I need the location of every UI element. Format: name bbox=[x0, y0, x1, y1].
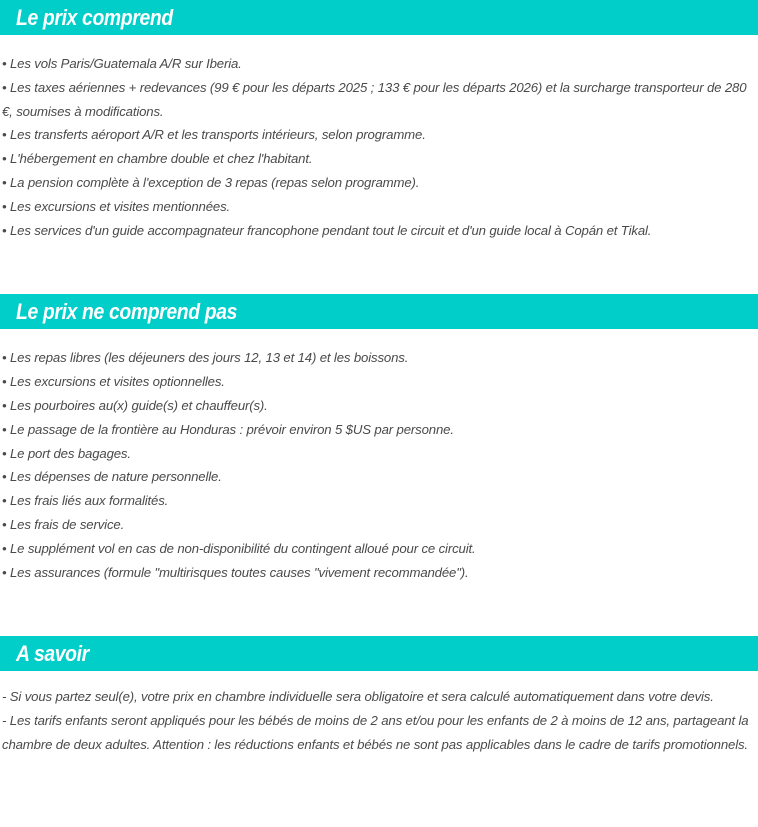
note-paragraph: - Si vous partez seul(e), votre prix en chambre individuelle sera obligatoire et sera calculé automatiquement dans votre devis. bbox=[2, 689, 714, 705]
spacer bbox=[0, 242, 758, 294]
section-title-included: Le prix comprend bbox=[16, 4, 173, 30]
section-le-prix-comprend bbox=[0, 0, 758, 242]
spacer bbox=[0, 584, 758, 636]
section-le-prix-ne-comprend-pas bbox=[0, 294, 758, 584]
list-item: • Les transferts aéroport A/R et les transports intérieurs, selon programme. bbox=[2, 127, 426, 143]
list-item: • Les excursions et visites mentionnées. bbox=[2, 198, 231, 214]
list-item: • Les services d'un guide accompagnateur francophone pendant tout le circuit et d'un guide local à Copán et Tikal. bbox=[2, 222, 652, 238]
list-item: • Les pourboires au(x) guide(s) et chauffeur(s). bbox=[2, 397, 268, 413]
section-header-bar-excluded bbox=[0, 294, 758, 329]
spacer bbox=[0, 35, 758, 52]
spacer bbox=[0, 329, 758, 346]
section-body-good-to-know bbox=[0, 685, 758, 756]
list-item: • Le supplément vol en cas de non-disponibilité du contingent alloué pour ce circuit. bbox=[2, 540, 476, 556]
spacer bbox=[0, 671, 758, 685]
list-item: • Les frais de service. bbox=[2, 516, 125, 532]
list-item: • Les frais liés aux formalités. bbox=[2, 493, 169, 509]
section-body-included bbox=[0, 52, 758, 242]
section-body-excluded bbox=[0, 346, 758, 584]
list-item: • La pension complète à l'exception de 3 repas (repas selon programme). bbox=[2, 174, 420, 190]
list-item: • Les dépenses de nature personnelle. bbox=[2, 469, 222, 485]
list-item: • L'hébergement en chambre double et chez l'habitant. bbox=[2, 151, 313, 167]
list-item: • Les taxes aériennes + redevances (99 € pour les départs 2025 ; 133 € pour les départs 2026) et la surcharge transporteur de 280 €, soumises à modifications. bbox=[2, 79, 747, 119]
list-item: • Les excursions et visites optionnelles. bbox=[2, 374, 225, 390]
section-title-excluded: Le prix ne comprend pas bbox=[16, 298, 238, 324]
list-item: • Le port des bagages. bbox=[2, 445, 131, 461]
list-item: • Les vols Paris/Guatemala A/R sur Iberia. bbox=[2, 56, 242, 71]
section-a-savoir bbox=[0, 636, 758, 756]
section-header-bar-good-to-know bbox=[0, 636, 758, 671]
note-paragraph: - Les tarifs enfants seront appliqués pour les bébés de moins de 2 ans et/ou pour les enfants de 2 à moins de 12 ans, partageant la chambre de deux adultes. Attention : les réductions enfants et bébés ne sont pas applicables dans le cadre de tarifs promotionnels. bbox=[2, 713, 749, 752]
list-item: • Les repas libres (les déjeuners des jours 12, 13 et 14) et les boissons. bbox=[2, 350, 409, 366]
list-item: • Les assurances (formule "multirisques toutes causes "vivement recommandée"). bbox=[2, 564, 469, 580]
section-title-good-to-know: A savoir bbox=[16, 640, 89, 666]
section-header-bar-included bbox=[0, 0, 758, 35]
list-item: • Le passage de la frontière au Honduras : prévoir environ 5 $US par personne. bbox=[2, 421, 454, 437]
